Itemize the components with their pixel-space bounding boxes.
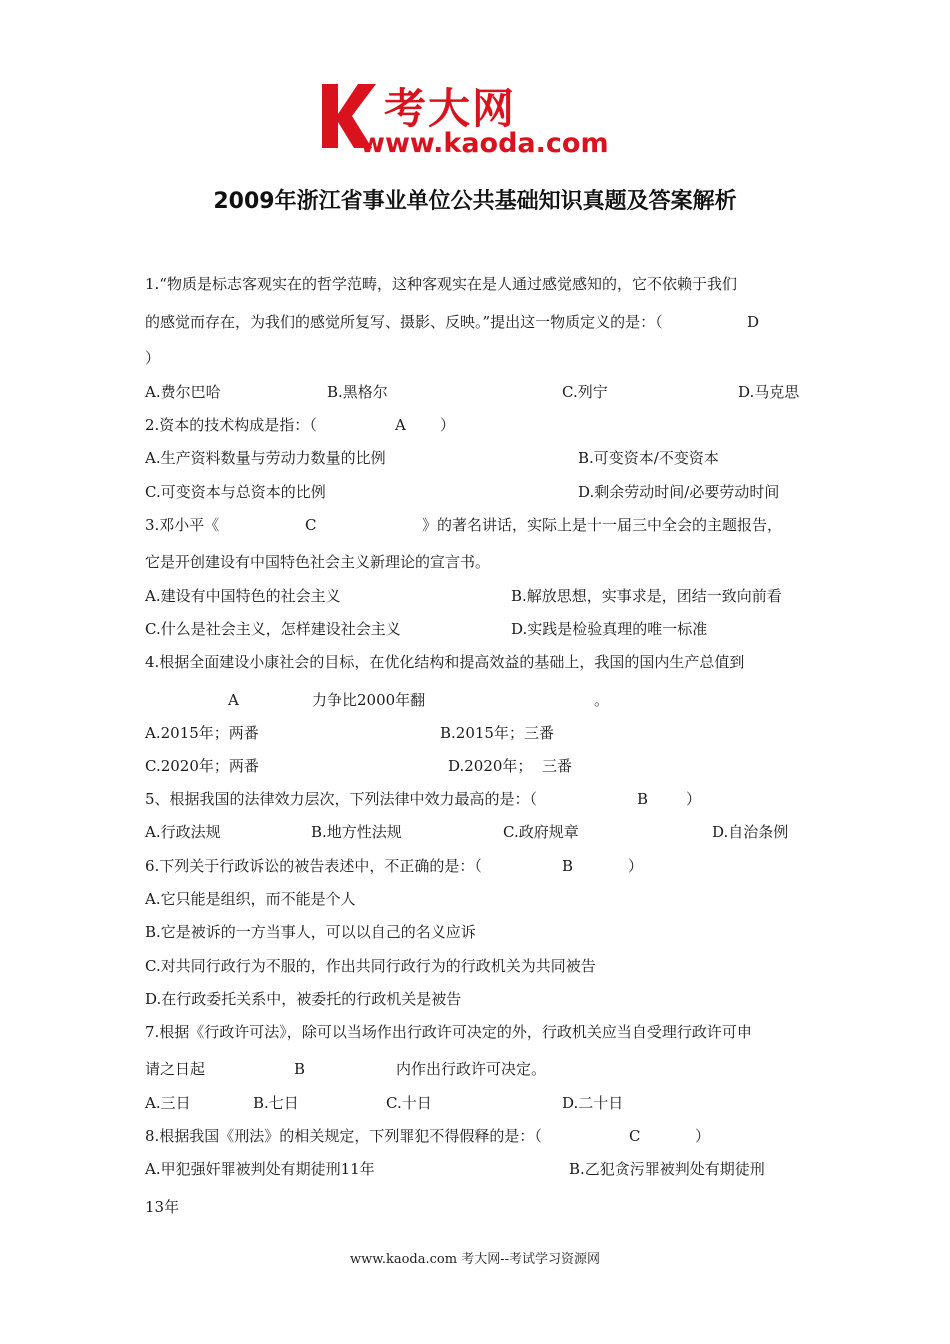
text-line: 请之日起 (145, 1060, 206, 1078)
text-line: ） (628, 857, 644, 875)
site-logo (318, 80, 640, 162)
option-c: C.对共同行政行为不服的，作出共同行政行为的行政机关为共同被告 (145, 957, 596, 975)
option-a: A.生产资料数量与劳动力数量的比例 (145, 449, 386, 467)
answer-mark: B (637, 790, 649, 808)
page-footer: www.kaoda.com 考大网--考试学习资源网 (350, 1252, 600, 1267)
text-line: ） (145, 349, 161, 367)
option-b: B.解放思想，实事求是，团结一致向前看 (511, 587, 782, 605)
option-b: B.可变资本/不变资本 (578, 449, 719, 467)
option-c: C.什么是社会主义，怎样建设社会主义 (145, 620, 401, 638)
option-d: D.自治条例 (712, 823, 789, 841)
answer-mark: B (294, 1060, 306, 1078)
answer-mark: A (228, 691, 239, 709)
option-d: D.2020年； 三番 (448, 757, 572, 775)
option-a: A.行政法规 (145, 823, 221, 841)
text-line: 力争比2000年翻 (312, 691, 426, 709)
option-b: B.七日 (253, 1094, 299, 1112)
logo-url-text: www.kaoda.com (360, 128, 609, 159)
text-line: 1.“物质是标志客观实在的哲学范畴，这种客观实在是人通过感觉感知的，它不依赖于我们 (145, 275, 737, 293)
answer-mark: B (562, 857, 574, 875)
text-line: 》的著名讲话，实际上是十一届三中全会的主题报告， (422, 516, 783, 534)
option-b: B.它是被诉的一方当事人，可以以自己的名义应诉 (145, 923, 476, 941)
option-a: A.甲犯强奸罪被判处有期徒刑11年 (145, 1160, 375, 1178)
document-title: 2009年浙江省事业单位公共基础知识真题及答案解析 (213, 189, 737, 214)
answer-mark: D (747, 313, 760, 331)
option-d: D.在行政委托关系中，被委托的行政机关是被告 (145, 990, 462, 1008)
option-a: A.三日 (145, 1094, 191, 1112)
option-b: B.地方性法规 (311, 823, 402, 841)
option-a: A.它只能是组织，而不能是个人 (145, 890, 356, 908)
text-line: 6.下列关于行政诉讼的被告表述中，不正确的是：（ (145, 857, 482, 875)
option-a: A.费尔巴哈 (145, 383, 221, 401)
option-b: B.乙犯贪污罪被判处有期徒刑 (569, 1160, 765, 1178)
option-d: D.实践是检验真理的唯一标准 (511, 620, 708, 638)
option-a: A.建设有中国特色的社会主义 (145, 587, 341, 605)
option-c: C.可变资本与总资本的比例 (145, 483, 326, 501)
text-line: 5、根据我国的法律效力层次，下列法律中效力最高的是：（ (145, 790, 538, 808)
answer-mark: C (305, 516, 317, 534)
text-line: 。 (594, 691, 610, 709)
logo-chinese-text: 考大网 (384, 84, 517, 133)
option-a: A.2015年；两番 (145, 724, 259, 742)
option-d: D.马克思 (738, 383, 800, 401)
text-line: 3.邓小平《 (145, 516, 220, 534)
option-d: D.二十日 (562, 1094, 624, 1112)
answer-mark: C (629, 1127, 641, 1145)
option-c: C.十日 (386, 1094, 432, 1112)
text-line: ） (440, 416, 456, 434)
text-line: 8.根据我国《刑法》的相关规定，下列罪犯不得假释的是：（ (145, 1127, 542, 1145)
text-line: ） (695, 1127, 711, 1145)
text-line: 4.根据全面建设小康社会的目标，在优化结构和提高效益的基础上，我国的国内生产总值到 (145, 653, 745, 671)
option-c: C.2020年；两番 (145, 757, 259, 775)
option-d: D.剩余劳动时间/必要劳动时间 (578, 483, 780, 501)
option-c: C.列宁 (562, 383, 608, 401)
text-line: 内作出行政许可决定。 (396, 1060, 547, 1078)
text-line: 2.资本的技术构成是指：（ (145, 416, 317, 434)
option-b: B.2015年；三番 (440, 724, 554, 742)
text-line: 它是开创建设有中国特色社会主义新理论的宣言书。 (145, 553, 491, 571)
text-line: 13年 (145, 1198, 180, 1216)
text-line: 7.根据《行政许可法》，除可以当场作出行政许可决定的外，行政机关应当自受理行政许可申 (145, 1023, 752, 1041)
option-b: B.黑格尔 (327, 383, 388, 401)
answer-mark: A (395, 416, 406, 434)
text-line: 的感觉而存在，为我们的感觉所复写、摄影、反映。”提出这一物质定义的是：（ (145, 313, 663, 331)
text-line: ） (686, 790, 702, 808)
option-c: C.政府规章 (503, 823, 579, 841)
